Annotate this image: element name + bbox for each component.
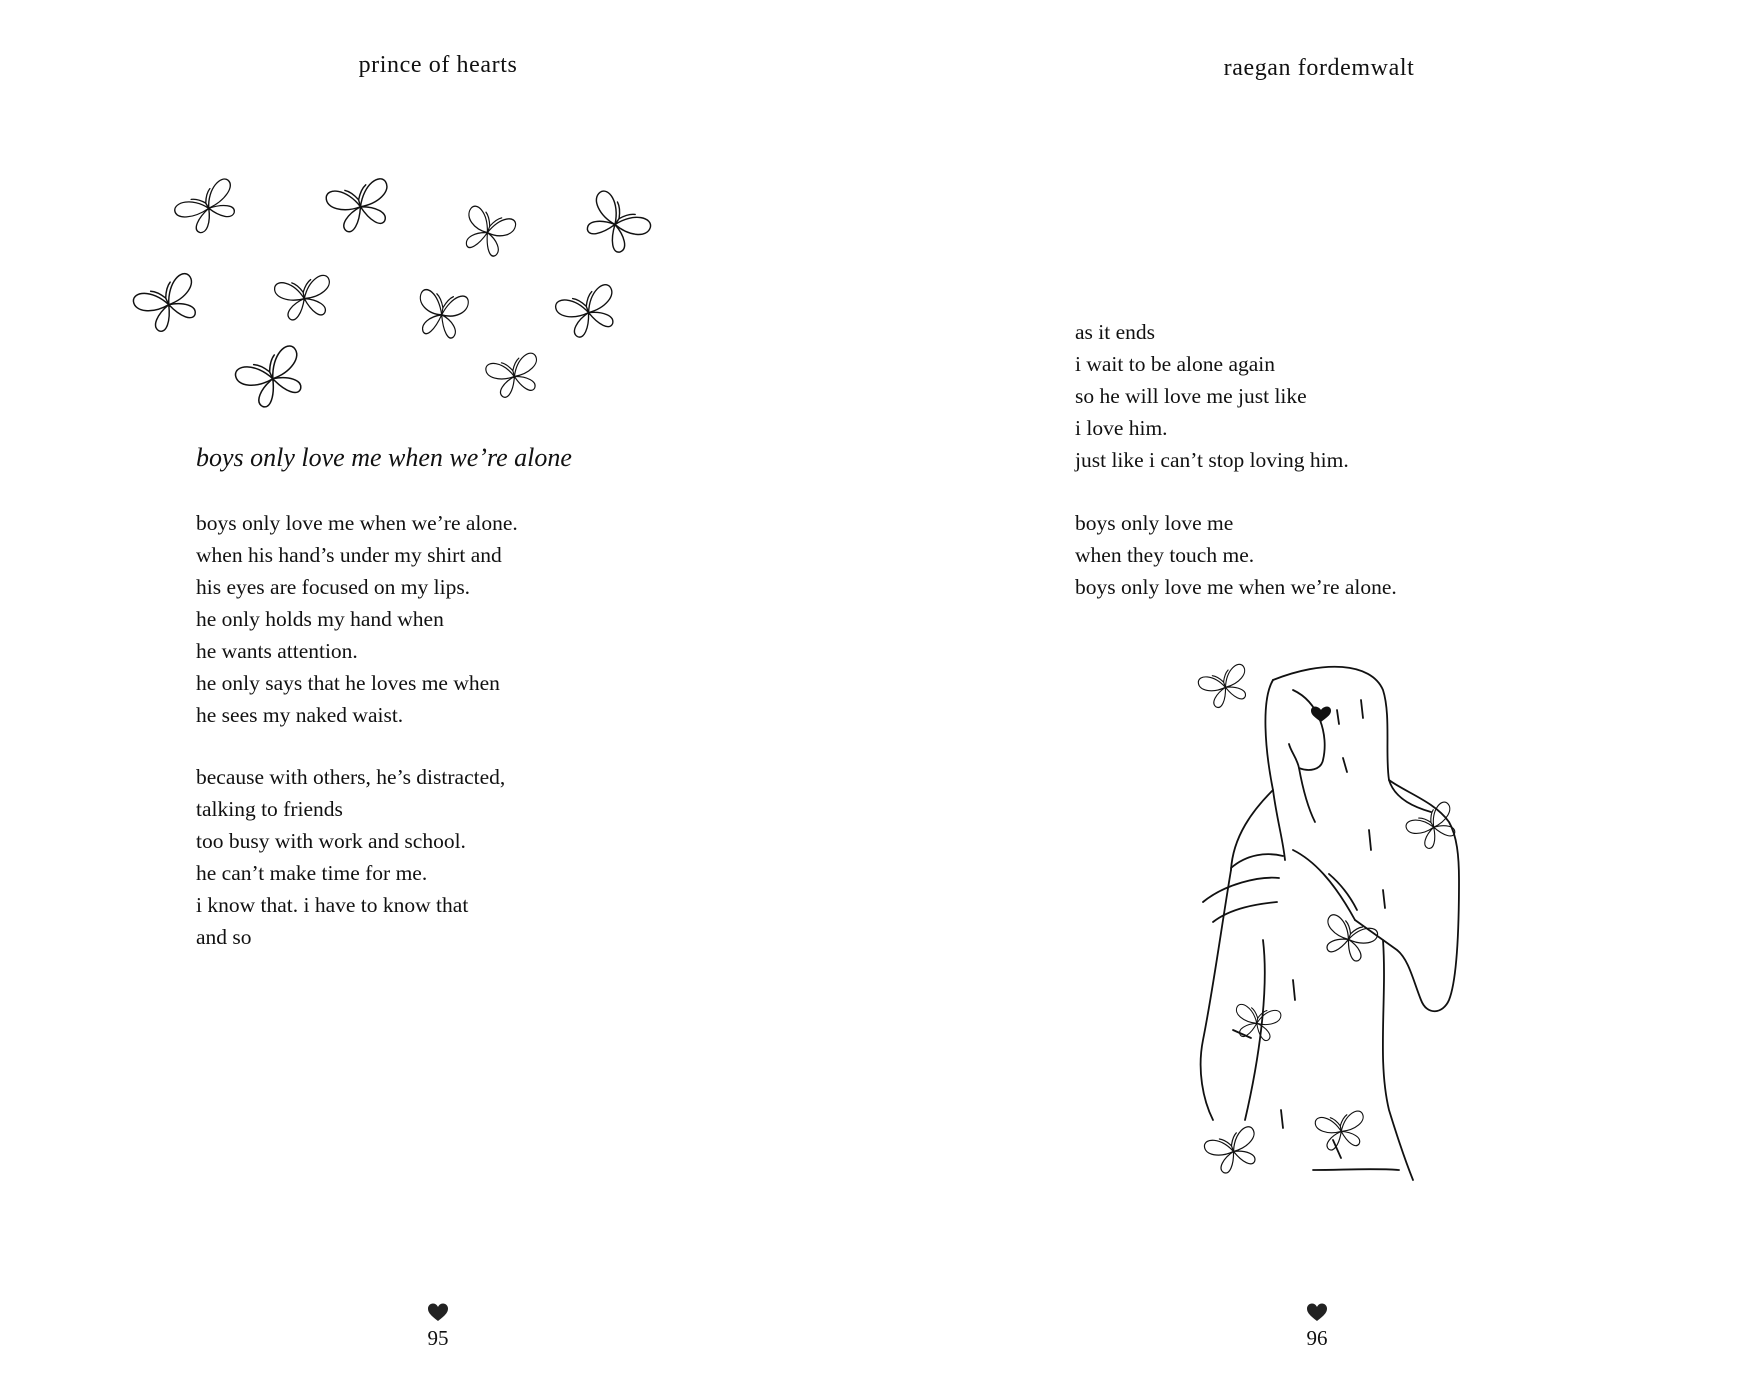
heart-icon xyxy=(408,1302,468,1322)
heart-icon xyxy=(1287,1302,1347,1322)
running-head: prince of hearts xyxy=(358,52,518,78)
butterflies-icon xyxy=(128,165,668,415)
stanza xyxy=(1075,507,1397,603)
poem-line: when they touch me. xyxy=(1075,543,1255,567)
stanza xyxy=(1075,316,1349,476)
poem-line: so he will love me just like xyxy=(1075,384,1307,408)
folio xyxy=(1287,1302,1347,1351)
poem-line: boys only love me when we’re alone. xyxy=(196,511,518,535)
poem-line: boys only love me xyxy=(1075,511,1234,535)
poem-line: i wait to be alone again xyxy=(1075,352,1275,376)
stanza xyxy=(196,507,518,731)
stanza xyxy=(196,761,505,953)
poem-line: too busy with work and school. xyxy=(196,829,466,853)
poem-line: he only holds my hand when xyxy=(196,607,444,631)
right-page xyxy=(873,0,1746,1396)
poem-line: he wants attention. xyxy=(196,639,358,663)
poem-line: he only says that he loves me when xyxy=(196,671,500,695)
poem-line: i know that. i have to know that xyxy=(196,893,469,917)
page-number: 95 xyxy=(427,1326,449,1350)
poem-line: he can’t make time for me. xyxy=(196,861,428,885)
folio xyxy=(408,1302,468,1351)
running-head: raegan fordemwalt xyxy=(1223,55,1415,81)
page-number: 96 xyxy=(1306,1326,1328,1350)
poem-line: when his hand’s under my shirt and xyxy=(196,543,502,567)
poem-line: because with others, he’s distracted, xyxy=(196,765,506,789)
poem-line: talking to friends xyxy=(196,797,343,821)
poem-line: his eyes are focused on my lips. xyxy=(196,575,471,599)
poem-line: and so xyxy=(196,925,252,949)
poem-line: he sees my naked waist. xyxy=(196,703,404,727)
poem-line: i love him. xyxy=(1075,416,1168,440)
poem-line: as it ends xyxy=(1075,320,1156,344)
woman-with-butterflies-icon xyxy=(1173,640,1473,1240)
poem-line: boys only love me when we’re alone. xyxy=(1075,575,1397,599)
poem-title: boys only love me when we’re alone xyxy=(196,443,572,472)
poem-line: just like i can’t stop loving him. xyxy=(1075,448,1349,472)
